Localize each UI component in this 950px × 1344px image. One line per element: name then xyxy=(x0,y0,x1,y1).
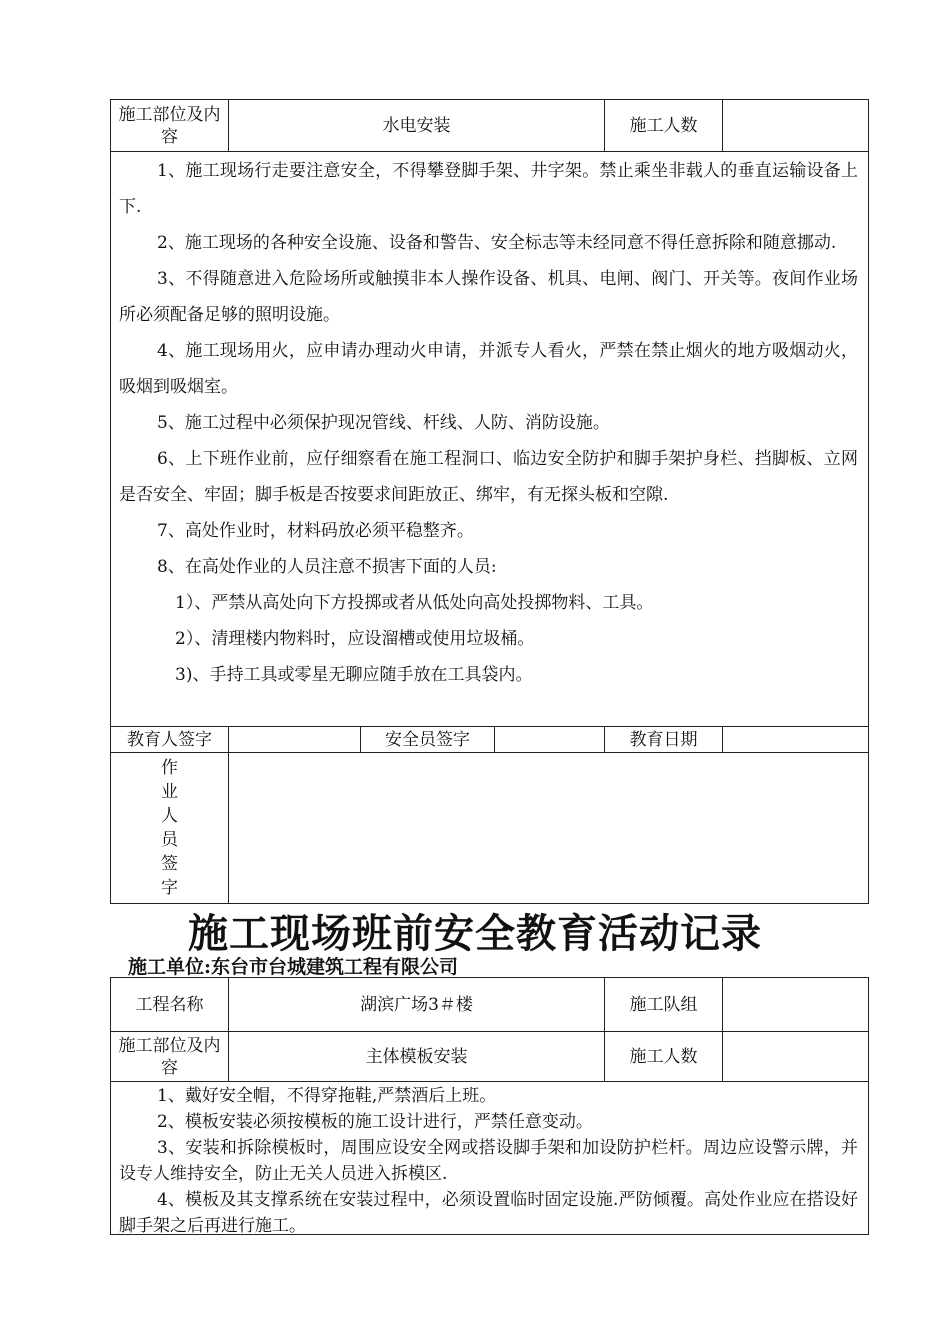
rule-item: 1、戴好安全帽，不得穿拖鞋,严禁酒后上班。 xyxy=(157,1086,497,1106)
worker-sign-field[interactable] xyxy=(229,753,868,903)
record2-table xyxy=(110,977,869,1235)
edu-date-field[interactable] xyxy=(723,727,868,752)
rule-item: 2、施工现场的各种安全设施、设备和警告、安全标志等未经同意不得任意拆除和随意挪动. xyxy=(157,233,837,253)
project-value: 湖滨广场3＃楼 xyxy=(229,978,605,1031)
construction-unit: 施工单位:东台市台城建筑工程有限公司 xyxy=(128,956,459,978)
count-label: 施工人数 xyxy=(605,100,723,151)
safety-sign-label: 安全员签字 xyxy=(361,727,495,752)
rule-item: 1、施工现场行走要注意安全，不得攀登脚手架、井字架。禁止乘坐非载人的垂直运输设备上下. xyxy=(119,161,858,217)
rule-item: 6、上下班作业前，应仔细察看在施工程洞口、临边安全防护和脚手架护身栏、挡脚板、立网是否安全、牢固；脚手板是否按要求间距放正、绑牢，有无探头板和空隙. xyxy=(119,449,858,505)
rule-sub-item: 1）、严禁从高处向下方投掷或者从低处向高处投掷物料、工具。 xyxy=(175,593,654,613)
record1-content xyxy=(111,152,868,693)
project-label: 工程名称 xyxy=(111,978,229,1031)
part-value: 水电安装 xyxy=(229,100,605,151)
rule-item: 4、模板及其支撑系统在安装过程中，必须设置临时固定设施.严防倾覆。高处作业应在搭设好脚手架之后再进行施工。 xyxy=(119,1190,858,1236)
worker-sign-char: 作 xyxy=(161,758,178,778)
worker-sign-char: 业 xyxy=(161,782,178,802)
part-value: 主体模板安装 xyxy=(229,1032,605,1081)
worker-sign-char: 人 xyxy=(161,806,178,826)
edu-date-label: 教育日期 xyxy=(605,727,723,752)
worker-sign-label xyxy=(111,753,229,903)
safety-sign-field[interactable] xyxy=(495,727,605,752)
worker-sign-char: 签 xyxy=(161,854,178,874)
rule-item: 8、在高处作业的人员注意不损害下面的人员: xyxy=(157,557,497,577)
rule-item: 4、施工现场用火，应申请办理动火申请，并派专人看火，严禁在禁止烟火的地方吸烟动火，吸烟到吸烟室。 xyxy=(119,341,858,397)
count-value[interactable] xyxy=(723,100,868,151)
team-value[interactable] xyxy=(723,978,868,1031)
record2-project-row xyxy=(111,978,868,1032)
rule-item: 3、不得随意进入危险场所或触摸非本人操作设备、机具、电闸、阀门、开关等。夜间作业场所必须配备足够的照明设施。 xyxy=(119,269,858,325)
record1-sign-row xyxy=(111,727,868,753)
rule-item: 7、高处作业时，材料码放必须平稳整齐。 xyxy=(157,521,474,541)
worker-sign-char: 字 xyxy=(161,878,178,898)
count-value[interactable] xyxy=(723,1032,868,1081)
worker-sign-char: 员 xyxy=(161,830,178,850)
record1-worker-sign-row xyxy=(111,753,868,903)
record1-part-row xyxy=(111,100,868,152)
team-label: 施工队组 xyxy=(605,978,723,1031)
rule-sub-item: 3)、手持工具或零星无聊应随手放在工具袋内。 xyxy=(175,665,533,685)
record1-content-row xyxy=(111,152,868,727)
educator-sign-label: 教育人签字 xyxy=(111,727,229,752)
part-label: 施工部位及内容 xyxy=(111,1032,229,1081)
count-label: 施工人数 xyxy=(605,1032,723,1081)
part-label: 施工部位及内容 xyxy=(111,100,229,151)
record2-content xyxy=(111,1082,868,1239)
rule-item: 3、安装和拆除模板时，周围应设安全网或搭设脚手架和加设防护栏杆。周边应设警示牌，并设专人维持安全，防止无关人员进入拆模区. xyxy=(119,1138,858,1184)
rule-item: 5、施工过程中必须保护现况管线、杆线、人防、消防设施。 xyxy=(157,413,610,433)
record2-part-row xyxy=(111,1032,868,1082)
record2-content-row xyxy=(111,1082,868,1234)
record1-table xyxy=(110,99,869,904)
rule-item: 2、模板安装必须按模板的施工设计进行，严禁任意变动。 xyxy=(157,1112,593,1132)
educator-sign-field[interactable] xyxy=(229,727,361,752)
page-title: 施工现场班前安全教育活动记录 xyxy=(188,910,762,957)
rule-sub-item: 2）、清理楼内物料时，应设溜槽或使用垃圾桶。 xyxy=(175,629,535,649)
